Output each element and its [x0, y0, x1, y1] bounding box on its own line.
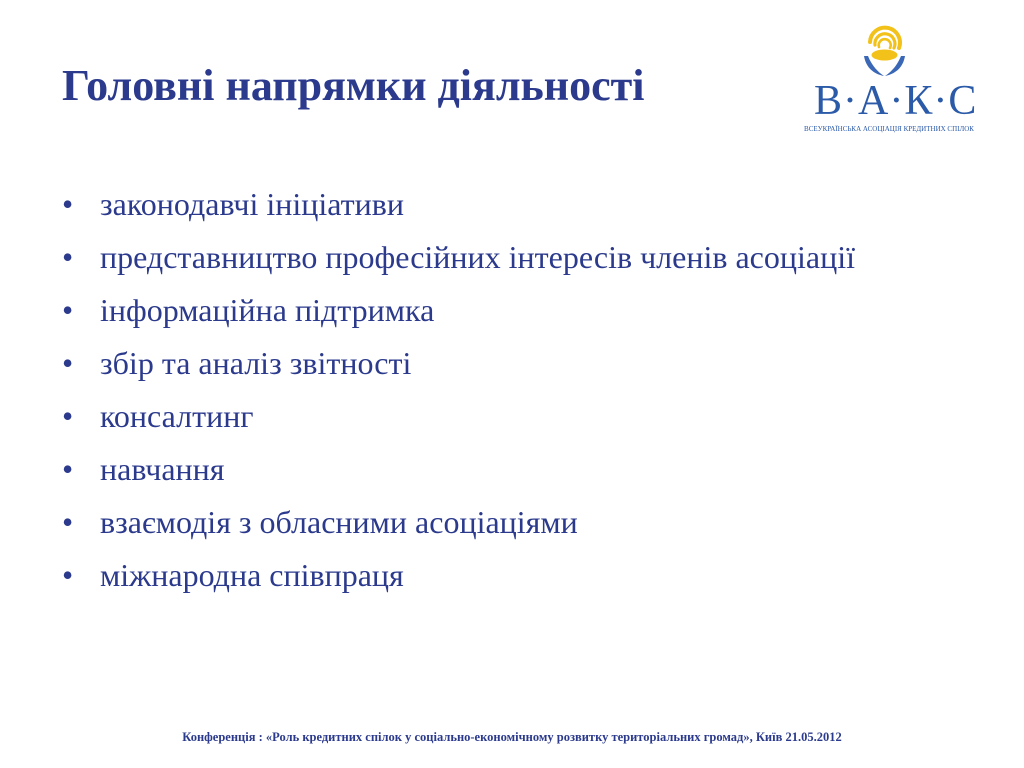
- slide-footer: Конференція : «Роль кредитних спілок у соціально-економічному розвитку територіальних громад», Київ 21.05.2012: [182, 730, 842, 744]
- bullet-item: [62, 557, 942, 593]
- bullet-marker: •: [62, 186, 74, 222]
- bullet-item: [62, 345, 942, 381]
- bullet-text: інформаційна підтримка: [100, 292, 435, 328]
- bullet-text: навчання: [100, 451, 225, 487]
- bullet-item: [62, 239, 942, 275]
- bullet-marker: •: [62, 239, 74, 275]
- bullet-text: міжнародна співпраця: [100, 557, 404, 593]
- bullet-text: збір та аналіз звітності: [100, 345, 412, 381]
- vaks-logo: [780, 22, 998, 146]
- bullet-text: консалтинг: [100, 398, 254, 434]
- bullet-marker: •: [62, 398, 74, 434]
- bullet-marker: •: [62, 451, 74, 487]
- bullet-text: взаємодія з обласними асоціаціями: [100, 504, 578, 540]
- bullet-item: [62, 186, 942, 222]
- bullet-text: законодавчі ініціативи: [100, 186, 404, 222]
- logo-subtitle: ВСЕУКРАЇНСЬКА АСОЦІАЦІЯ КРЕДИТНИХ СПІЛОК: [804, 125, 974, 133]
- bullet-list: [62, 186, 942, 610]
- bullet-item: [62, 451, 942, 487]
- bullet-item: [62, 398, 942, 434]
- logo-abbreviation: В·А·К·С: [814, 78, 978, 124]
- bullet-marker: •: [62, 345, 74, 381]
- bullet-marker: •: [62, 292, 74, 328]
- bullet-marker: •: [62, 504, 74, 540]
- bullet-item: [62, 292, 942, 328]
- slide-title: Головні напрямки діяльності: [62, 61, 645, 110]
- sun-icon: [870, 28, 900, 61]
- bullet-marker: •: [62, 557, 74, 593]
- bullet-item: [62, 504, 942, 540]
- bullet-text: представництво професійних інтересів членів асоціації: [100, 239, 855, 275]
